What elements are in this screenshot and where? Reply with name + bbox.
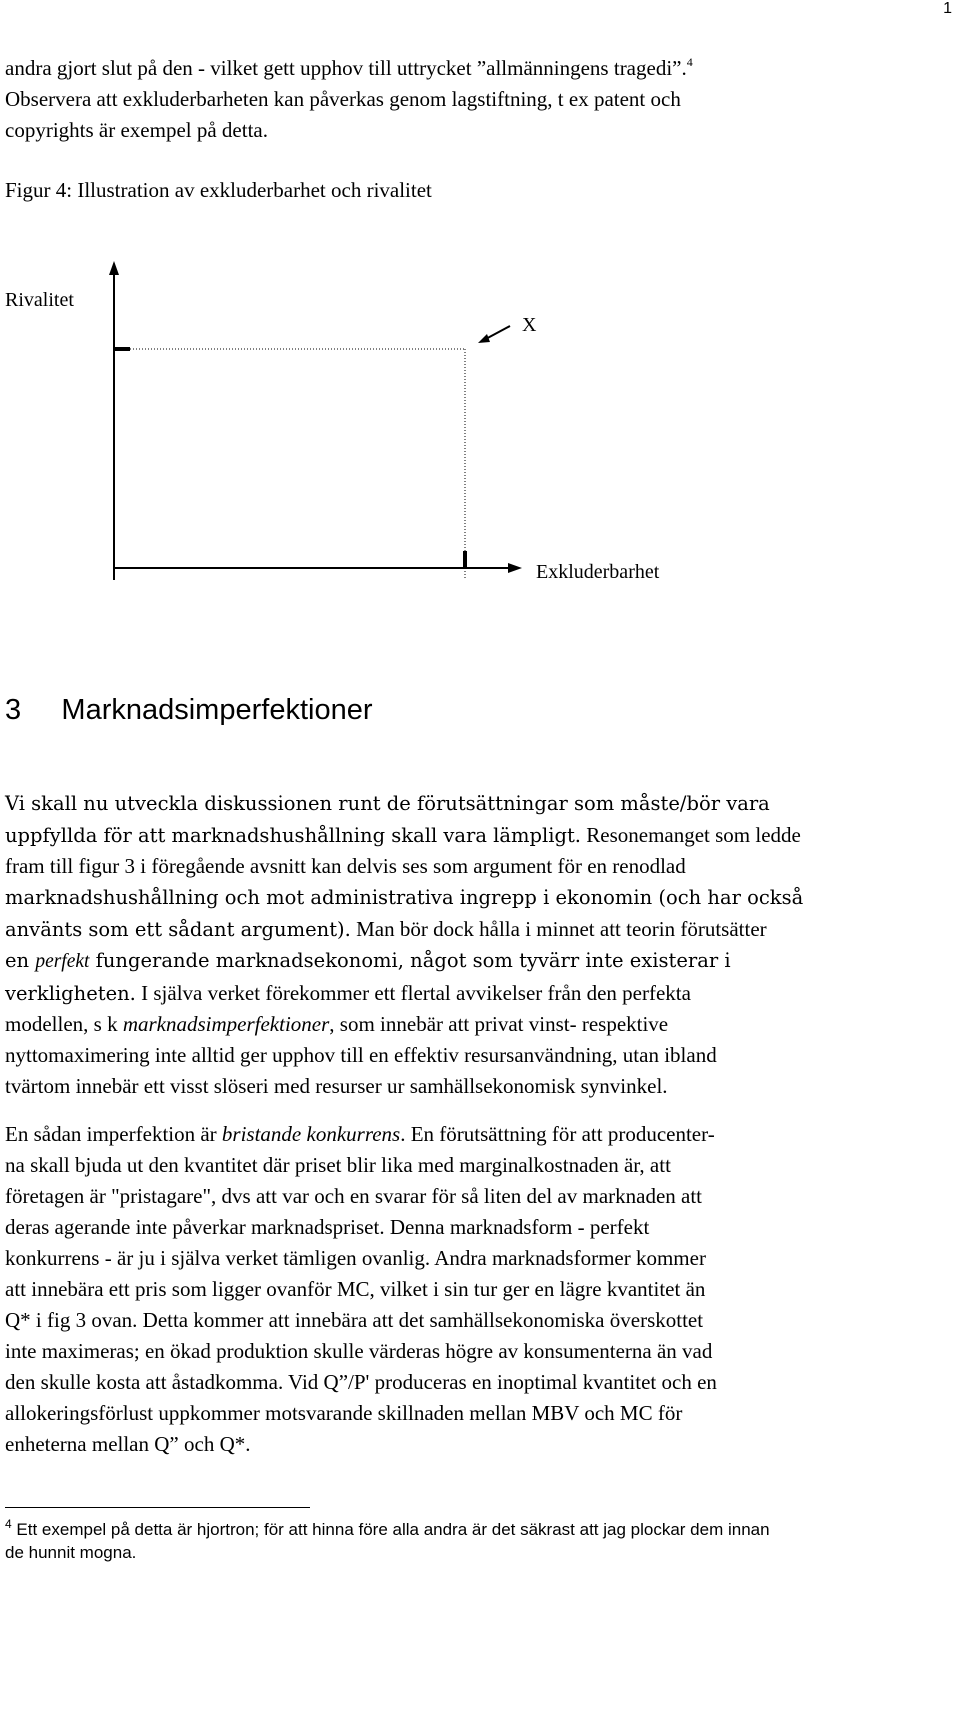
emphasis: perfekt <box>35 951 90 972</box>
text-line: deras agerande inte påverkar marknadspriset. Denna marknadsform - perfekt <box>5 1215 650 1239</box>
text-line: $^4$ Ett exempel på detta är hjortron; för att hinna före alla andra är det säkrast att jag plockar dem innan <box>5 1517 770 1539</box>
emphasis: bristande konkurrens <box>221 1122 401 1146</box>
footnote <box>5 1518 955 1564</box>
text-line: marknadshushållning och mot administrativa ingrepp i ekonomin (och har också <box>5 886 804 909</box>
text-line: att innebära ett pris som ligger ovanför MC, vilket i sin tur ger en lägre kvantitet än <box>5 1277 706 1301</box>
footnote-separator <box>5 1507 310 1508</box>
x-axis-arrowhead <box>508 563 522 573</box>
text-line: tvärtom innebär ett visst slöseri med resurser ur samhällsekonomisk synvinkel. <box>5 1074 668 1098</box>
text-line: verkligheten. I själva verket förekommer ett flertal avvikelser från den perfekta <box>5 980 691 1005</box>
text-line: en perfekt fungerande marknadsekonomi, något som tyvärr inte existerar i <box>5 949 731 972</box>
emphasis: marknadsimperfektioner <box>122 1012 330 1036</box>
text-line: copyrights är exempel på detta. <box>5 118 268 142</box>
text-line: inte maximeras; en ökad produktion skulle värderas högre av konsumenterna än vad <box>5 1339 713 1363</box>
text-line: den skulle kosta att åstadkomma. Vid Q”/P' produceras en inoptimal kvantitet och en <box>5 1370 717 1394</box>
text-line: Observera att exkluderbarheten kan påverkas genom lagstiftning, t ex patent och <box>5 87 681 111</box>
point-label: X <box>522 314 537 336</box>
footnote-marker: 4 <box>5 1517 12 1531</box>
x-axis-label: Exkluderbarhet <box>536 561 660 583</box>
text-line: Vi skall nu utveckla diskussionen runt de förutsättningar som måste/bör vara <box>5 792 770 815</box>
text-line: uppfyllda för att marknadshushållning skall vara lämpligt. Resonemanget som ledde <box>5 822 801 847</box>
body-paragraph-1 <box>5 788 960 1102</box>
text-line: de hunnit mogna. <box>5 1543 137 1562</box>
text-line: na skall bjuda ut den kvantitet där priset blir lika med marginalkostnaden är, att <box>5 1153 671 1177</box>
point-pointer-arrowhead <box>478 334 490 343</box>
figure-title: Figur 4: Illustration av exkluderbarhet och rivalitet <box>5 178 432 202</box>
text-line: enheterna mellan Q” och Q*. <box>5 1432 251 1456</box>
text-line: använts som ett sådant argument). Man bör dock hålla i minnet att teorin förutsätter <box>5 916 767 941</box>
footnote-reference: 4 <box>686 55 693 69</box>
y-axis-label: Rivalitet <box>5 289 74 311</box>
body-paragraph-2 <box>5 1119 960 1460</box>
page-number: 1 <box>943 0 952 17</box>
text-line: fram till figur 3 i föregående avsnitt kan delvis ses som argument för en renodlad <box>5 854 686 878</box>
text-line: En sådan imperfektion är bristande konkurrens. En förutsättning för att producenter- <box>5 1122 715 1146</box>
text-line: Q* i fig 3 ovan. Detta kommer att innebära att det samhällsekonomiska överskottet <box>5 1308 704 1332</box>
text-line: företagen är "pristagare", dvs att var och en svarar för så liten del av marknaden att <box>5 1184 703 1208</box>
text-line: konkurrens - är ju i själva verket tämligen ovanlig. Andra marknadsformer kommer <box>5 1246 706 1270</box>
y-axis-arrowhead <box>109 261 119 275</box>
text-line: andra gjort slut på den - vilket gett upphov till uttrycket ”allmänningens tragedi”.$^4$ <box>5 55 693 80</box>
section-heading: 3 Marknadsimperfektioner <box>5 694 373 726</box>
text-line: allokeringsförlust uppkommer motsvarande skillnaden mellan MBV och MC för <box>5 1401 683 1425</box>
figure-diagram <box>0 0 960 640</box>
text-line: modellen, s k marknadsimperfektioner, som innebär att privat vinst- respektive <box>5 1012 669 1036</box>
text-line: nyttomaximering inte alltid ger upphov till en effektiv resursanvändning, utan ibland <box>5 1043 717 1067</box>
